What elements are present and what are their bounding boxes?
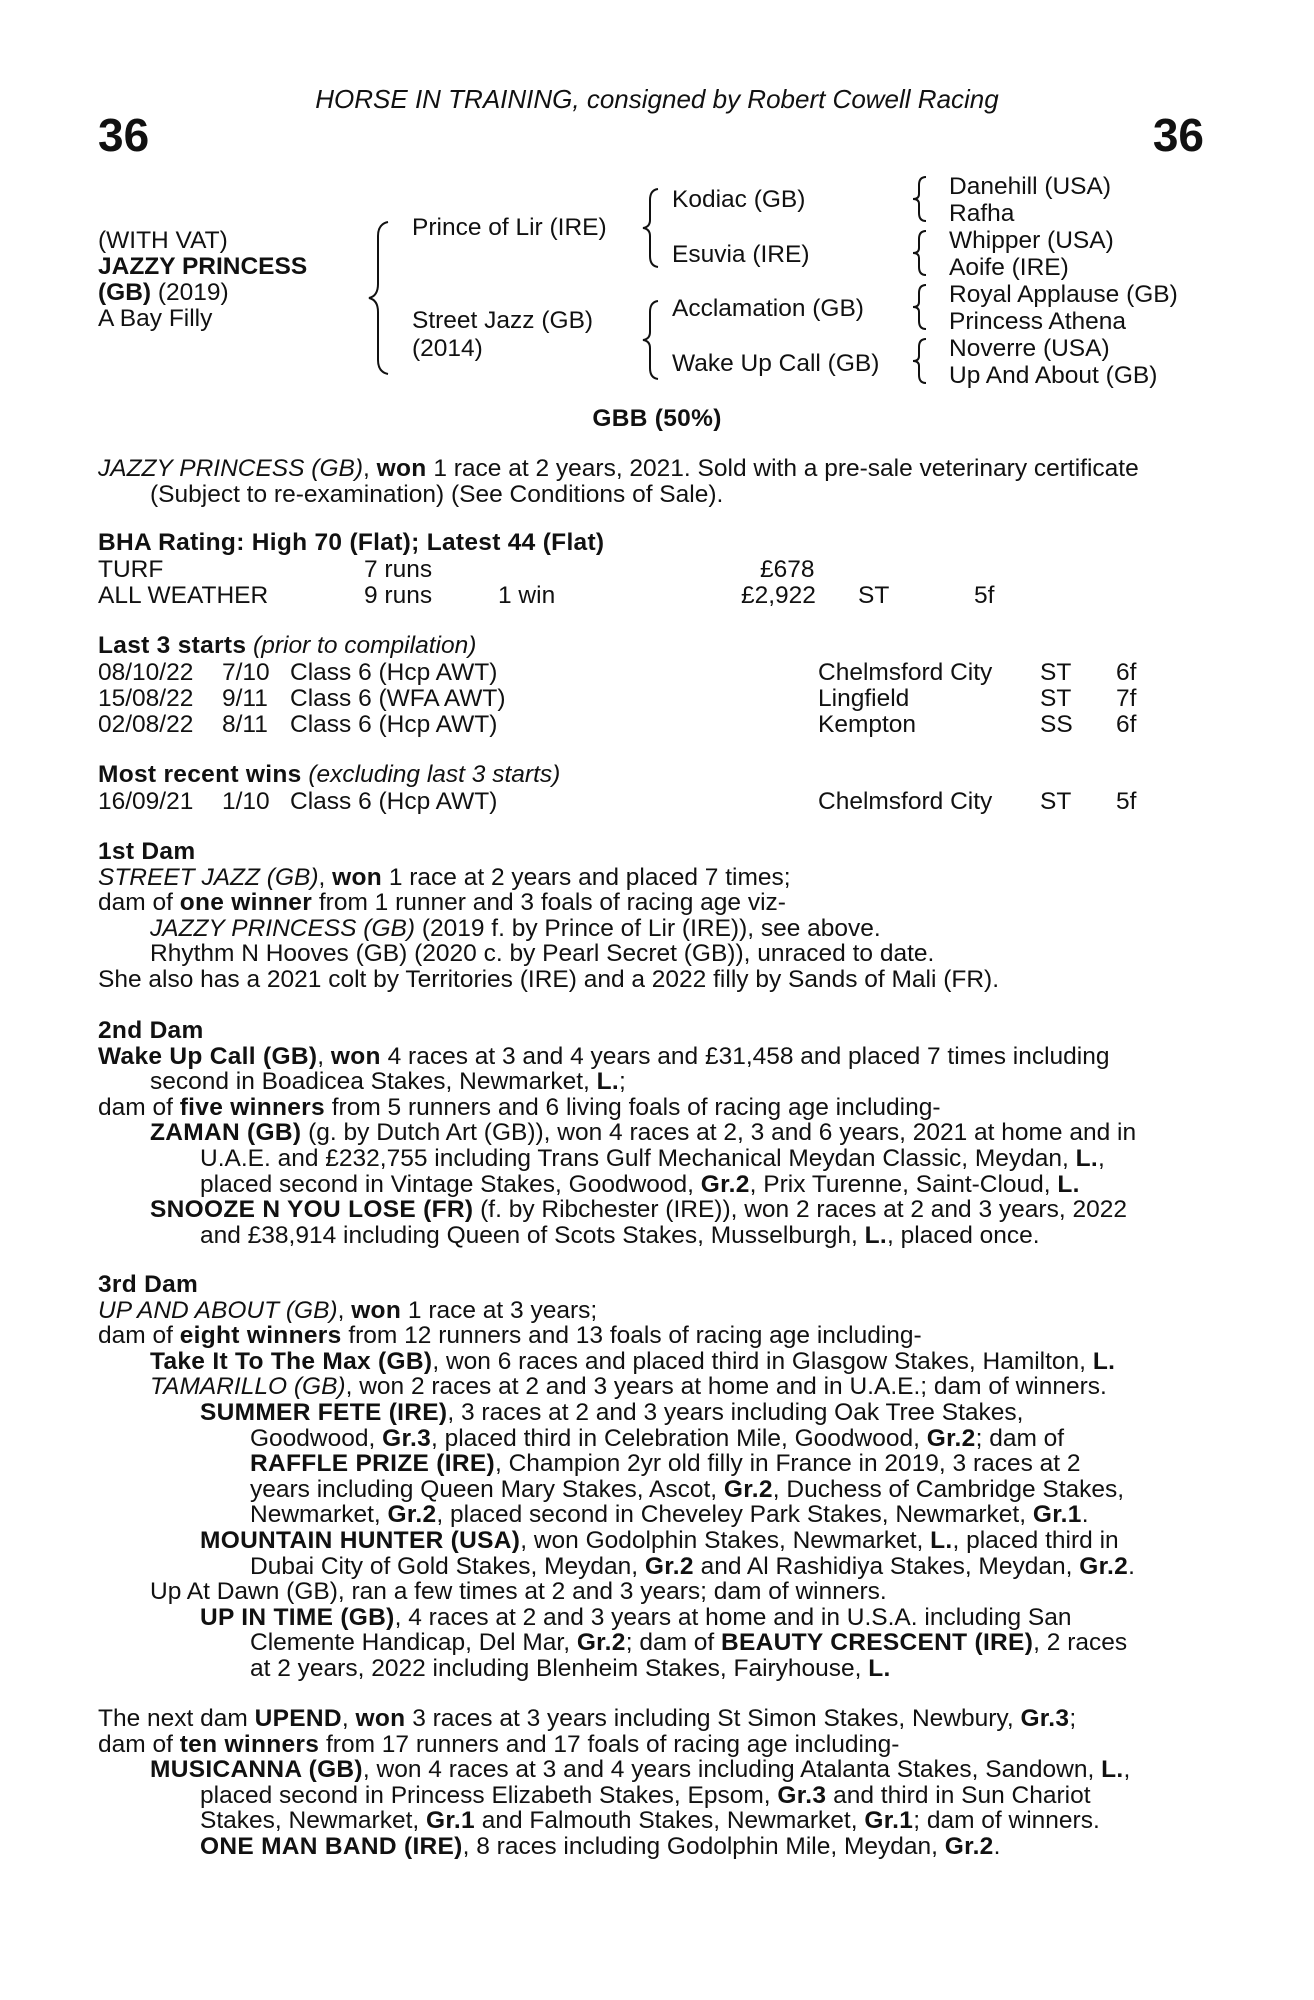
pedigree-sdd: Aoife (IRE) (949, 254, 1069, 281)
race-going: SS (1040, 711, 1073, 738)
race-position: 9/11 (222, 685, 268, 712)
pedigree-dam-sire: Acclamation (GB) (672, 295, 864, 322)
pedigree-brace-3d (910, 336, 932, 386)
race-going: ST (1040, 788, 1072, 815)
horse-country: (GB) (98, 279, 152, 306)
pedigree-sire-sire: Kodiac (GB) (672, 186, 806, 213)
race-course: Chelmsford City (818, 788, 993, 815)
third-dam-title: 3rd Dam (98, 1271, 199, 1298)
race-date: 08/10/22 (98, 659, 194, 686)
rating-prize: £678 (760, 556, 815, 583)
third-dam-section: 3rd Dam UP AND ABOUT (GB), won 1 race at 3 years; dam of eight winners from 12 runners and 13 foals of racing age including- Take It To The Max (GB), won 6 races and placed third in Glasgow Stakes, Hamilton, L. TAMARILLO (GB), won 2 races at 2 and 3 years at home and in U.A.E.; dam of winners. SUMMER FETE (IRE), 3 races at 2 and 3 years including Oak Tree Stakes, Goodwood, Gr.3, placed third in Celebration Mile, Goodwood, Gr.2; dam of RAFFLE PRIZE (IRE), Champion 2yr old filly in France in 2019, 3 races at 2 years including Queen Mary Stakes, Ascot, Gr.2, Duchess of Cambridge Stakes, Newmarket, Gr.2, placed second in Cheveley Park Stakes, Newmarket, Gr.1. MOUNTAIN HUNTER (USA), won Godolphin Stakes, Newmarket, L., placed third in Dubai City of Gold Stakes, Meydan, Gr.2 and Al Rashidiya Stakes, Meydan, Gr.2. Up At Dawn (GB), ran a few times at 2 and 3 years; dam of winners. UP IN TIME (GB), 4 races at 2 and 3 years at home and in U.S.A. including San Clemente Handicap, Del Mar, Gr.2; dam of BEAUTY CRESCENT (IRE), 2 races at 2 years, 2022 including Blenheim Stakes, Fairyhouse, L. (98, 1272, 1200, 1682)
pedigree-ddd: Up And About (GB) (949, 362, 1158, 389)
pedigree-brace-sire (640, 186, 664, 270)
race-distance: 7f (1116, 685, 1137, 712)
pedigree-sss: Danehill (USA) (949, 173, 1112, 200)
rating-going: ST (858, 582, 890, 609)
pedigree-sire: Prince of Lir (IRE) (412, 214, 607, 241)
recent-wins-title: Most recent wins (excluding last 3 starts) (98, 761, 561, 788)
rating-dist: 5f (974, 582, 995, 609)
pedigree-brace-dam (640, 298, 664, 382)
race-date: 16/09/21 (98, 788, 194, 815)
race-date: 02/08/22 (98, 711, 194, 738)
race-position: 7/10 (222, 659, 270, 686)
race-going: ST (1040, 659, 1072, 686)
race-distance: 6f (1116, 659, 1137, 686)
horse-description: A Bay Filly (98, 305, 213, 332)
race-position: 1/10 (222, 788, 270, 815)
pedigree-dam-dam: Wake Up Call (GB) (672, 350, 880, 377)
pedigree-dam-year: (2014) (412, 335, 483, 362)
pedigree-dss: Royal Applause (GB) (949, 281, 1178, 308)
summary-won: won (376, 455, 427, 482)
pedigree-brace-3c (910, 282, 932, 332)
pedigree-sire-dam: Esuvia (IRE) (672, 241, 810, 268)
consignment-header: HORSE IN TRAINING, consigned by Robert Cowell Racing (315, 84, 999, 114)
lot-number-right: 36 (1152, 109, 1204, 161)
breeding-code: GBB (50%) (592, 405, 722, 432)
race-class: Class 6 (Hcp AWT) (290, 788, 498, 815)
next-dam-section: The next dam UPEND, won 3 races at 3 years including St Simon Stakes, Newbury, Gr.3; dam of ten winners from 17 runners and 17 foals of racing age including- MUSICANNA (GB), won 4 races at 3 and 4 years including Atalanta Stakes, Sandown, L., placed second in Princess Elizabeth Stakes, Epsom, Gr.3 and third in Sun Chariot Stakes, Newmarket, Gr.1 and Falmouth Stakes, Newmarket, Gr.1; dam of winners. ONE MAN BAND (IRE), 8 races including Godolphin Mile, Meydan, Gr.2. (98, 1705, 1131, 1860)
race-class: Class 6 (WFA AWT) (290, 685, 506, 712)
race-position: 8/11 (222, 711, 268, 738)
race-class: Class 6 (Hcp AWT) (290, 711, 498, 738)
rating-runs: 9 runs (364, 582, 433, 609)
race-course: Kempton (818, 711, 917, 738)
lot-number-left: 36 (98, 109, 150, 161)
pedigree-brace-3a (910, 174, 932, 224)
summary-line2: (Subject to re-examination) (See Conditions of Sale). (150, 480, 724, 508)
horse-year: (2019) (151, 279, 229, 306)
race-class: Class 6 (Hcp AWT) (290, 659, 498, 686)
pedigree-brace-3b (910, 228, 932, 278)
rating-title: BHA Rating: High 70 (Flat); Latest 44 (Flat) (98, 529, 605, 556)
rating-wins: 1 win (498, 582, 556, 609)
second-dam-title: 2nd Dam (98, 1017, 204, 1044)
pedigree-ssd: Rafha (949, 200, 1015, 227)
pedigree-sds: Whipper (USA) (949, 227, 1114, 254)
vat-label: (WITH VAT) (98, 227, 228, 254)
race-date: 15/08/22 (98, 685, 194, 712)
rating-surface: TURF (98, 556, 164, 583)
rating-surface: ALL WEATHER (98, 582, 269, 609)
second-dam-section: 2nd Dam Wake Up Call (GB), won 4 races at 3 and 4 years and £31,458 and placed 7 times including second in Boadicea Stakes, Newmarket, L.; dam of five winners from 5 runners and 6 living foals of racing age including- ZAMAN (GB) (g. by Dutch Art (GB)), won 4 races at 2, 3 and 6 years, 2021 at home and in U.A.E. and £232,755 including Trans Gulf Mechanical Meydan Classic, Meydan, L., placed second in Vintage Stakes, Goodwood, Gr.2, Prix Turenne, Saint-Cloud, L. SNOOZE N YOU LOSE (FR) (f. by Ribchester (IRE)), won 2 races at 2 and 3 years, 2022 and £38,914 including Queen of Scots Stakes, Musselburgh, L., placed once. (98, 1018, 1200, 1248)
race-distance: 6f (1116, 711, 1137, 738)
summary-line1: 1 race at 2 years, 2021. Sold with a pre-sale veterinary certificate (426, 455, 1139, 482)
horse-country-year (98, 280, 229, 306)
first-dam-title: 1st Dam (98, 838, 196, 865)
race-course: Lingfield (818, 685, 910, 712)
rating-prize: £2,922 (741, 582, 816, 609)
first-dam-section: 1st Dam STREET JAZZ (GB), won 1 race at 2 years and placed 7 times; dam of one winner from 1 runner and 3 foals of racing age viz- JAZZY PRINCESS (GB) (2019 f. by Prince of Lir (IRE)), see above. Rhythm N Hooves (GB) (2020 c. by Pearl Secret (GB)), unraced to date. She also has a 2021 colt by Territories (IRE) and a 2022 filly by Sands of Mali (FR). (98, 839, 1200, 993)
summary-block: JAZZY PRINCESS (GB), won 1 race at 2 years, 2021. Sold with a pre-sale veterinary certificate (Subject to re-examination) (See Conditions of Sale). (98, 456, 1200, 507)
race-going: ST (1040, 685, 1072, 712)
pedigree-dam: Street Jazz (GB) (412, 307, 594, 334)
pedigree-dds: Noverre (USA) (949, 335, 1110, 362)
horse-name: JAZZY PRINCESS (98, 253, 308, 280)
pedigree-dsd: Princess Athena (949, 308, 1127, 335)
last-starts-title: Last 3 starts (prior to compilation) (98, 632, 477, 659)
rating-runs: 7 runs (364, 556, 433, 583)
summary-horse-name: JAZZY PRINCESS (GB) (98, 455, 364, 482)
race-course: Chelmsford City (818, 659, 993, 686)
race-distance: 5f (1116, 788, 1137, 815)
pedigree-brace-main (366, 218, 396, 378)
